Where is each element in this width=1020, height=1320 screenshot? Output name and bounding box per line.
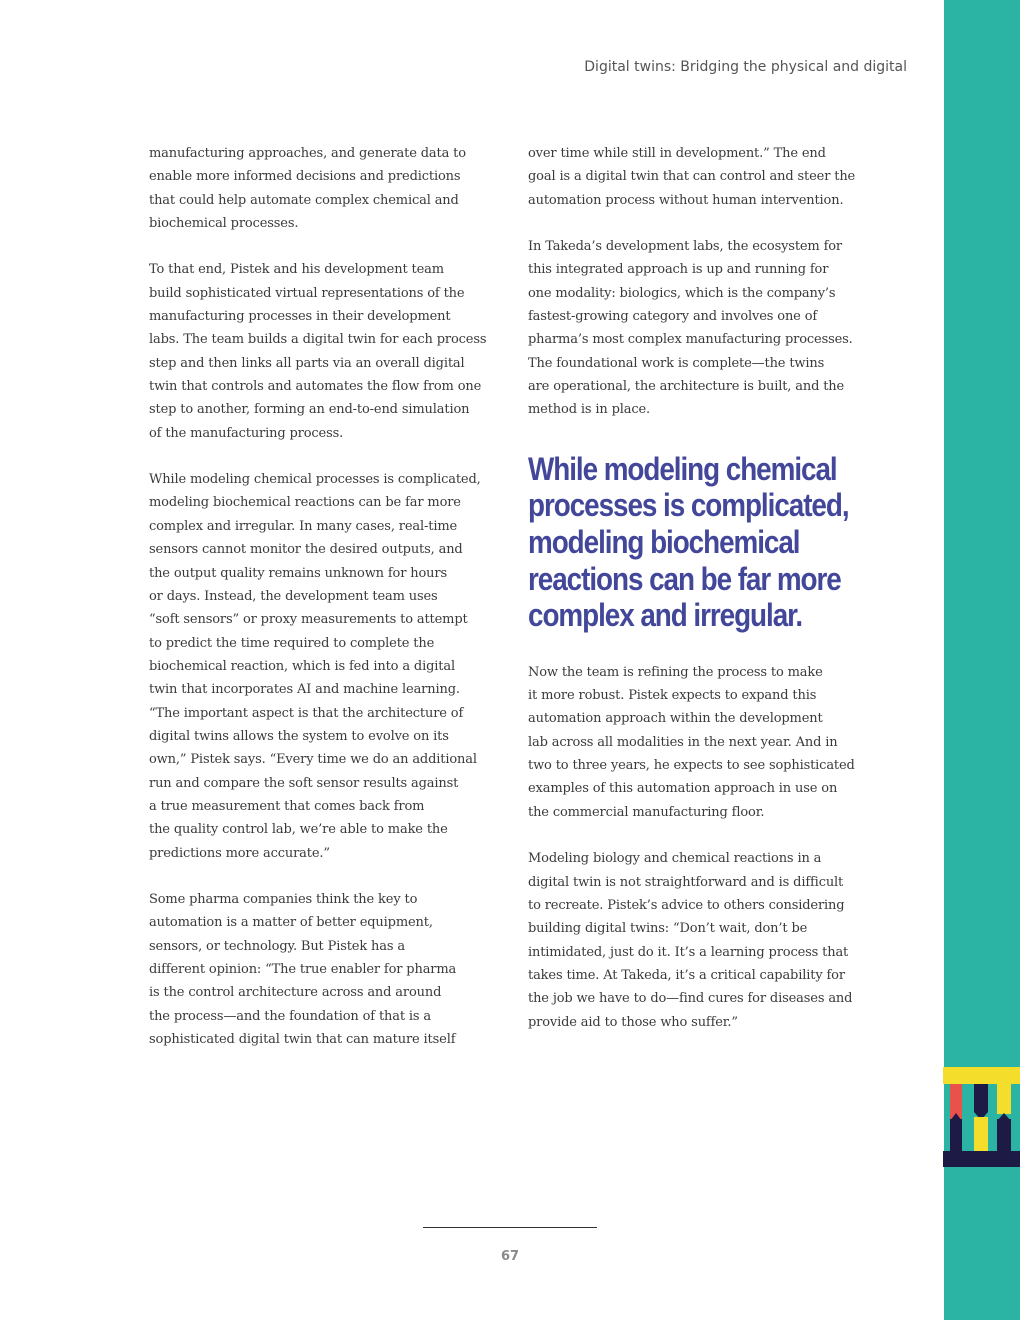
footer-rule [423,1227,597,1228]
abstract-bars-graphic-icon [943,1067,1020,1167]
paragraph: Modeling biology and chemical reactions in a digital twin is not straightforward and is difficult to recreate. Pistek’s advice to others considering building digital twins: “Don’t wait, don’t be intimidated, just do it. It’s a learning process that takes time. At Takeda, it’s a critical capability for the job we have to do—find cures for diseases and provide aid to those who suffer.” [528,851,853,1030]
pull-quote: While modeling chemical processes is complicated, modeling biochemical reactions can be far more complex and irregular. [528,450,849,634]
paragraph: Some pharma companies think the key to automation is a matter of better equipment, sensors, or technology. But Pistek has a different opinion: “The true enabler for pharma is the control architecture across and around the process—and the foundation of that is a sophisticated digital twin that can mature itself [149,891,457,1048]
running-header: Digital twins: Bridging the physical and digital [584,59,907,75]
paragraph: Now the team is refining the process to make it more robust. Pistek expects to expand this automation approach within the development lab across all modalities in the next year. And in two to three years, he expects to see sophisticated examples of this automation approach in use on the commercial manufacturing floor. [528,664,855,820]
paragraph: over time while still in development.” The end goal is a digital twin that can control and steer the automation process without human intervention. [528,146,856,208]
page-number: 67 [500,1249,520,1264]
paragraph: In Takeda’s development labs, the ecosystem for this integrated approach is up and running for one modality: biologics, which is the company’s fastest-growing category and involves one of pharma’s most complex manufacturing processes. The foundational work is complete—the twins are operational, the architecture is built, and the method is in place. [528,239,853,418]
right-column [528,142,868,1057]
paragraph: manufacturing approaches, and generate data to enable more informed decisions and predictions that could help automate complex chemical and biochemical processes. [149,146,466,232]
left-column [149,142,489,1074]
paragraph: While modeling chemical processes is complicated, modeling biochemical reactions can be far more complex and irregular. In many cases, real-time sensors cannot monitor the desired outputs, and the output quality remains unknown for hours or days. Instead, the development team uses “soft sensors” or proxy measurements to attempt to predict the time required to complete the biochemical reaction, which is fed into a digital twin that incorporates AI and machine learning. “The important aspect is that the architecture of digital twins allows the system to evolve on its own,” Pistek says. “Every time we do an additional run and compare the soft sensor results against a true measurement that comes back from the quality control lab, we’re able to make the predictions more accurate.” [149,472,481,861]
paragraph: To that end, Pistek and his development team build sophisticated virtual representations of the manufacturing processes in their development labs. The team builds a digital twin for each process step and then links all parts via an overall digital twin that controls and automates the flow from one step to another, forming an end-to-end simulation of the manufacturing process. [149,262,487,441]
